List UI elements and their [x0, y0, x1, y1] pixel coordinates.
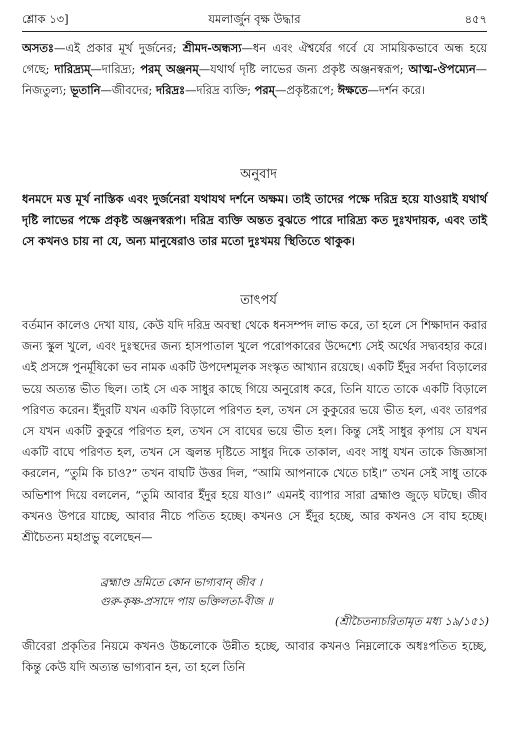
synonym-meaning: —নিজতুল্য;	[22, 62, 488, 98]
continuation-text	[22, 636, 487, 678]
continuation-paragraph: জীবেরা প্রকৃতির নিয়মে কখনও উচ্চলোকে উন্নীত হচ্ছে, আবার কখনও নিম্নলোকে অধঃপতিত হচ্ছে, কিন্তু কেউ যদি অত্যন্ত ভাগ্যবান হন, তা হলে তিনি	[22, 639, 487, 675]
synonym-term: অসতঃ	[22, 41, 55, 55]
synonym-term: দরিদ্রঃ	[155, 83, 186, 98]
synonym-meaning: —দরিদ্র ব্যক্তি;	[185, 83, 252, 98]
verse-line-1: ব্রহ্মাণ্ড ভ্রমিতে কোন ভাগ্যবান্ জীব ।	[100, 576, 263, 589]
synonyms-paragraph	[22, 38, 487, 102]
synonym-meaning: —এই প্রকার মূর্খ দুর্জনের;	[54, 41, 177, 55]
synonym-term: দারিদ্র্যম্	[54, 62, 91, 77]
translation-heading: অনুবাদ	[240, 167, 277, 182]
synonym-term: ভূতানি	[70, 83, 101, 98]
verse-line-2: গুরু-কৃষ্ণ-প্রসাদে পায় ভক্তিলতা-বীজ ॥	[100, 595, 273, 608]
running-header	[22, 11, 487, 29]
synonym-term: পরম্	[254, 83, 275, 98]
translation-paragraph: ধনমদে মত্ত মূর্খ নাস্তিক এবং দুর্জনেরা যথাযথ দর্শনে অক্ষম। তাই তাদের পক্ষে দরিদ্র হয়ে যাওয়াই যথার্থ দৃষ্টি লাভের পক্ষে প্রকৃষ্ট অঞ্জনস্বরূপ। দরিদ্র ব্যক্তি অন্তত বুঝতে পারে দারিদ্র্য কত দুঃখদায়ক, এবং তাই সে কখনও চায় না যে, অন্য মানুষেরাও তার মতো দুঃখময় স্থিতিতে থাকুক।	[22, 192, 487, 249]
translation-text	[22, 189, 487, 253]
header-rule	[22, 31, 487, 32]
verse-reference: (শ্রীচৈতন্যচরিতামৃত মধ্য ১৯/১৫১)	[335, 615, 489, 628]
synonym-meaning: —যথার্থ দৃষ্টি লাভের জন্য প্রকৃষ্ট অঞ্জনস্বরূপ;	[198, 62, 404, 77]
purport-text	[22, 315, 487, 548]
synonym-meaning: —দারিদ্র্য;	[90, 62, 136, 77]
synonym-meaning: —জীবদের;	[100, 83, 153, 98]
synonym-meaning: —দর্শন করে।	[367, 83, 425, 98]
header-chapter-title: যমলার্জুন বৃক্ষ উদ্ধার	[208, 12, 301, 26]
synonym-term: আত্ম-ঔপম্যেন	[408, 62, 476, 77]
synonym-meaning: —ধন এবং ঐশ্বর্যের গর্বে যে সাময়িকভাবে অন্ধ হয়ে গেছে;	[22, 41, 488, 77]
purport-paragraph: বর্তমান কালেও দেখা যায়, কেউ যদি দরিদ্র অবস্থা থেকে ধনসম্পদ লাভ করে, তা হলে সে শিক্ষাদান করার জন্য স্কুল খুলে, এবং দুঃস্থদের জন্য হাসপাতাল খুলে পরোপকারের উদ্দেশ্যে সেই অর্থের সদ্ব্যবহার করে। এই প্রসঙ্গে পুনর্মূষিকো ভব নামক একটি উপদেশমূলক সংস্কৃত আখ্যান রয়েছে। একটি ইঁদুর সর্বদা বিড়ালের ভয়ে অত্যন্ত ভীত ছিল। তাই সে এক সাধুর কাছে গিয়ে অনুরোধ করে, তিনি যাতে তাকে একটি বিড়ালে পরিণত করেন। ইঁদুরটি যখন একটি বিড়ালে পরিণত হল, তখন সে কুকুরের ভয়ে ভীত হল, এবং তারপর সে যখন একটি কুকুরে পরিণত হল, তখন সে বাঘের ভয়ে ভীত হল। কিন্তু সেই সাধুর কৃপায় সে যখন একটি বাঘে পরিণত হল, তখন সে জ্বলন্ত দৃষ্টিতে সাধুর দিকে তাকাল, এবং সাধু যখন তাকে জিজ্ঞাসা করলেন, “তুমি কি চাও?” তখন বাঘটি উত্তর দিল, “আমি আপনাকে খেতে চাই।” তখন সেই সাধু তাকে অভিশাপ দিয়ে বললেন, “তুমি আবার ইঁদুর হয়ে যাও।” এমনই ব্যাপার সারা ব্রহ্মাণ্ড জুড়ে ঘটছে। জীব কখনও উপরে যাচ্ছে, আবার নীচে পতিত হচ্ছে। কখনও সে ইঁদুর হচ্ছে, আর কখনও সে বাঘ হচ্ছে। শ্রীচৈতন্য মহাপ্রভু বলেছেন—	[22, 318, 487, 545]
synonym-meaning: —প্রকৃষ্টরূপে;	[274, 83, 335, 98]
purport-heading: তাৎপর্য	[240, 293, 277, 308]
header-verse-number: শ্লোক ১৩]	[22, 12, 69, 26]
synonym-term: পরম্ অঞ্জনম্	[140, 62, 199, 77]
synonym-term: শ্রীমদ-অন্ধস্য	[182, 41, 242, 55]
synonym-term: ঈক্ষতে	[337, 83, 368, 98]
word-synonyms	[22, 38, 487, 102]
header-page-number: ৪৫৭	[464, 12, 487, 26]
